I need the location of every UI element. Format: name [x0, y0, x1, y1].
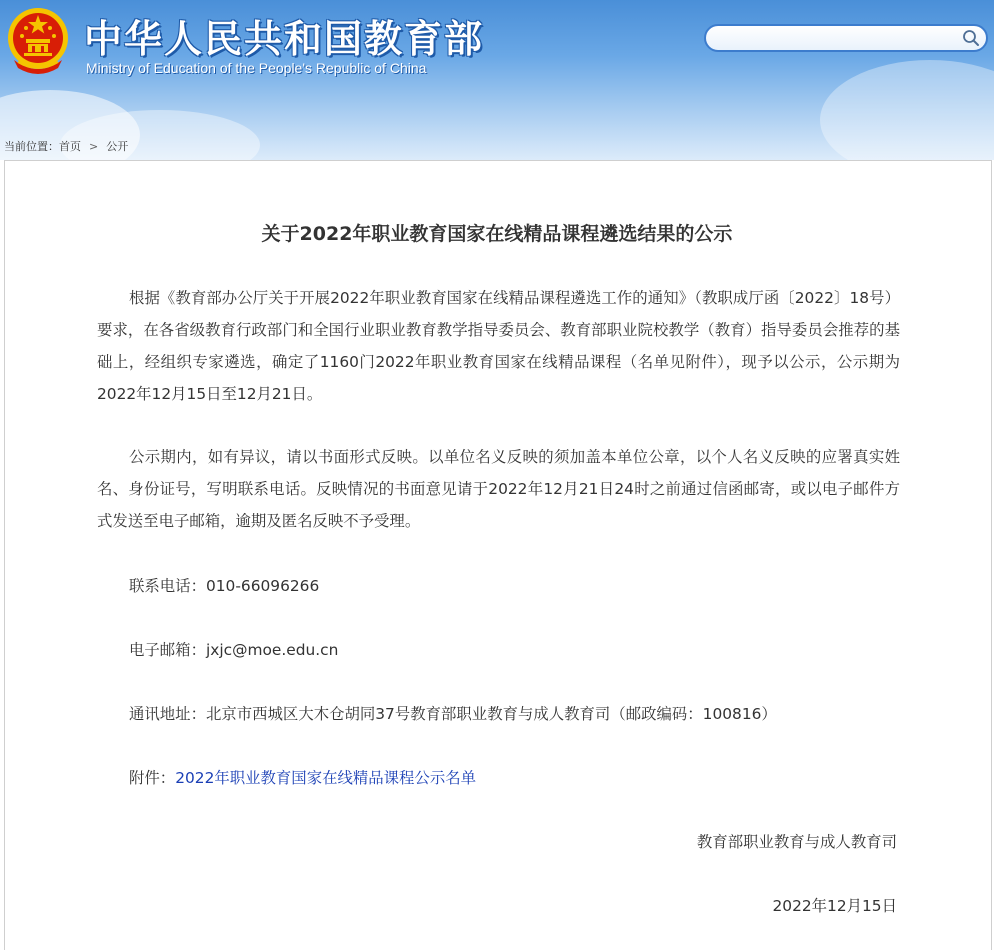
national-emblem-icon — [6, 6, 70, 76]
contact-email — [129, 638, 338, 660]
article-paragraph-2: 公示期内，如有异议，请以书面形式反映。以单位名义反映的须加盖本单位公章，以个人名义反映的应署真实姓名、身份证号，写明联系电话。反映情况的书面意见请于2022年12月21日24时之前通过信函邮寄，或以电子邮件方式发送至电子邮箱，逾期及匿名反映不予受理。 — [97, 448, 900, 530]
site-subtitle: Ministry of Education of the People's Republic of China — [86, 60, 427, 76]
search-input[interactable] — [718, 29, 958, 49]
search-box — [704, 24, 988, 52]
site-header — [0, 0, 994, 160]
article-title: 关于2022年职业教育国家在线精品课程遴选结果的公示 — [261, 223, 733, 245]
article-paragraph-1: 根据《教育部办公厅关于开展2022年职业教育国家在线精品课程遴选工作的通知》（教职成厅函〔2022〕18号）要求，在各省级教育行政部门和全国行业职业教育教学指导委员会、教育部职业院校教学（教育）指导委员会推荐的基础上，经组织专家遴选，确定了1160门2022年职业教育国家在线精品课程（名单见附件），现予以公示，公示期为2022年12月15日至12月21日。 — [97, 289, 900, 403]
contact-address — [129, 702, 777, 724]
attachment-link[interactable]: 2022年职业教育国家在线精品课程公示名单 — [175, 769, 476, 787]
breadcrumb-public-link[interactable]: 公开 — [106, 140, 129, 153]
breadcrumb-home-link[interactable]: 首页 — [59, 140, 81, 153]
search-icon[interactable] — [962, 29, 980, 47]
breadcrumb — [4, 138, 128, 154]
contact-phone — [129, 574, 319, 596]
contact-address-value: 北京市西城区大木仓胡同37号教育部职业教育与成人教育司（邮政编码：100816） — [205, 705, 777, 723]
breadcrumb-label: 当前位置： — [4, 140, 59, 153]
contact-email-label: 电子邮箱： — [129, 641, 206, 659]
signature-date: 2022年12月15日 — [772, 897, 897, 915]
cloud-decoration — [820, 60, 994, 160]
chevron-right-icon: > — [89, 140, 99, 153]
contact-phone-value: 010-66096266 — [205, 577, 320, 595]
contact-email-value: jxjc@moe.edu.cn — [205, 641, 339, 659]
contact-phone-label: 联系电话： — [129, 577, 206, 595]
attachment-label: 附件： — [129, 769, 176, 787]
contact-address-label: 通讯地址： — [129, 705, 206, 723]
attachment-line — [129, 766, 476, 788]
signature-department: 教育部职业教育与成人教育司 — [696, 833, 897, 851]
site-title: 中华人民共和国教育部 — [84, 17, 485, 61]
